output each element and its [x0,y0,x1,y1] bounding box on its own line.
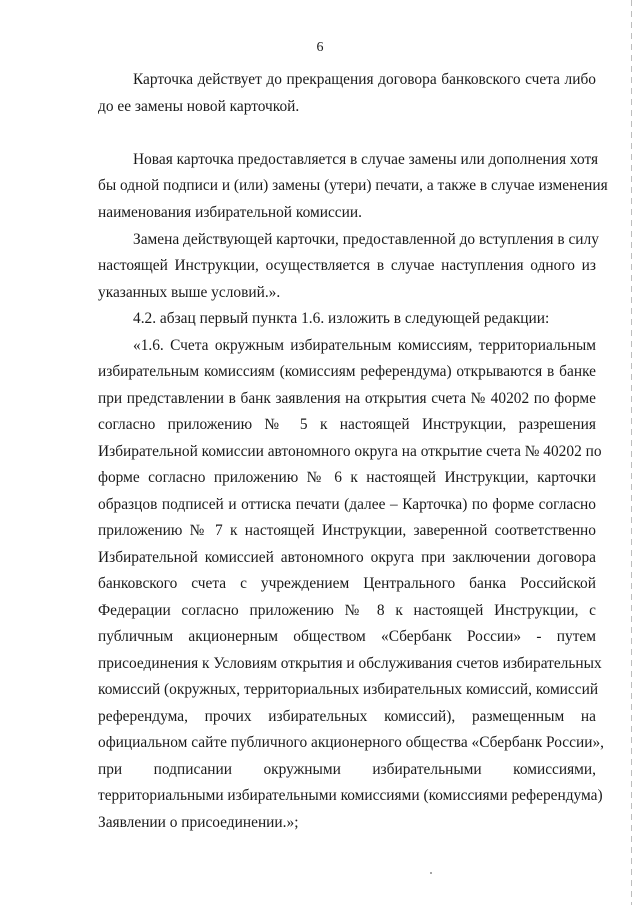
text-line: Заявлении о присоединении.»; [98,814,299,831]
text-line: до ее замены новой карточкой. [98,98,300,115]
text-line: бы одной подписи и (или) замены (утери) печати, а также в случае изменения [98,177,608,194]
text-line: 4.2. абзац первый пункта 1.6. изложить в следующей редакции: [133,310,550,327]
text-line: Избирательной комиссии автономного округа на открытие счета № 40202 по [98,443,602,460]
text-line: Федерации согласно приложению № 8 к настоящей Инструкции, с [98,602,596,619]
text-line: при подписании окружными избирательными комиссиями, [98,761,596,778]
text-line: избирательным комиссиям (комиссиям референдума) открываются в банке [98,363,596,380]
text-line: образцов подписей и оттиска печати (далее – Карточка) по форме согласно [98,496,596,513]
text-line: публичным акционерным обществом «Сбербанк России» - путем [98,628,596,645]
text-line: банковского счета с учреждением Центрального банка Российской [98,575,596,592]
text-line: присоединения к Условиям открытия и обслуживания счетов избирательных [98,655,602,672]
text-line: наименования избирательной комиссии. [98,204,362,221]
text-line: официальном сайте публичного акционерного общества «Сбербанк России», [98,734,604,751]
text-line: указанных выше условий.». [98,284,281,301]
text-line: Карточка действует до прекращения договора банковского счета либо [133,71,596,88]
page-number: 6 [316,40,324,55]
text-line: согласно приложению № 5 к настоящей Инструкции, разрешения [98,416,596,433]
text-line: настоящей Инструкции, осуществляется в случае наступления одного из [98,257,596,274]
scan-edge-line [631,0,632,905]
text-line: форме согласно приложению № 6 к настоящей Инструкции, карточки [98,469,596,486]
text-line: «1.6. Счета окружным избирательным комиссиям, территориальным [133,337,596,354]
text-line: при представлении в банк заявления на открытия счета № 40202 по форме [98,390,596,407]
text-line: Избирательной комиссией автономного округа при заключении договора [98,549,596,566]
text-line: Замена действующей карточки, предоставленной до вступления в силу [133,231,599,248]
text-line: комиссий (окружных, территориальных избирательных комиссий, комиссий [98,681,599,698]
text-line: приложению № 7 к настоящей Инструкции, заверенной соответственно [98,522,596,539]
text-line: территориальными избирательными комиссиями (комиссиями референдума) [98,787,603,804]
scan-speck [430,872,432,874]
text-line: референдума, прочих избирательных комиссий), размещенным на [98,708,596,725]
text-line: Новая карточка предоставляется в случае замены или дополнения хотя [133,151,599,168]
